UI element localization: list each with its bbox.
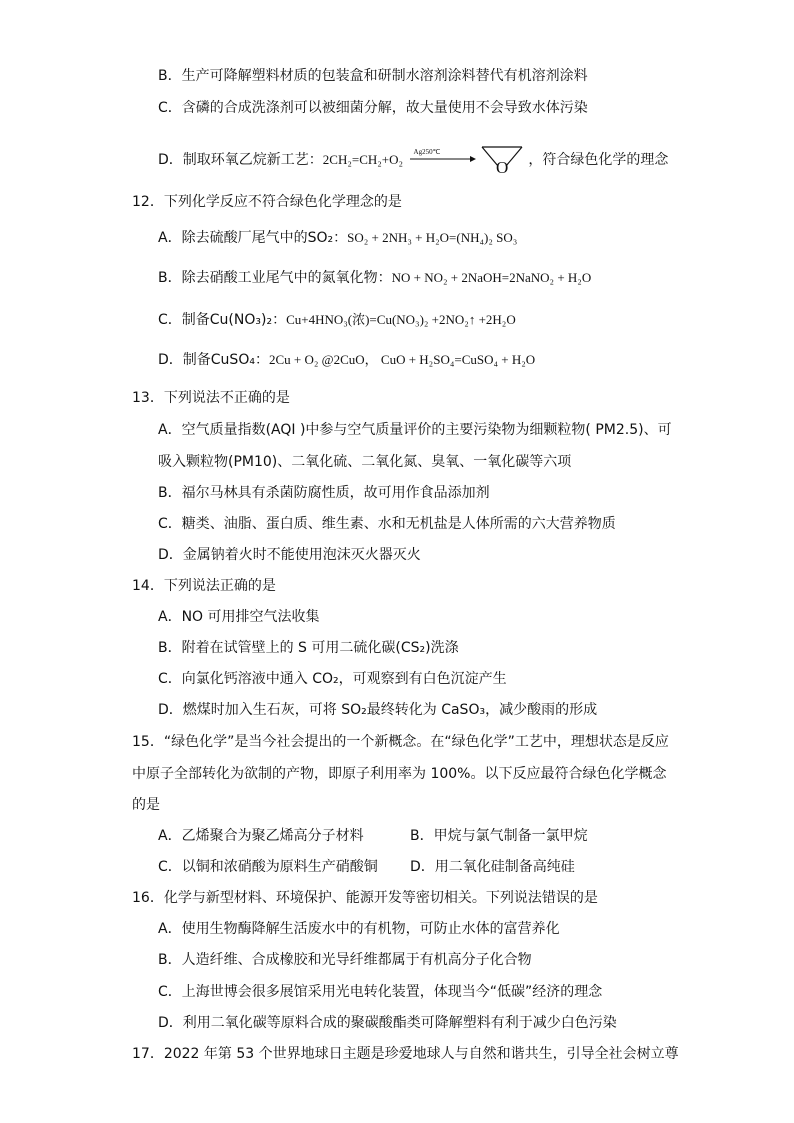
q16-option-c: C．上海世博会很多展馆采用光电转化装置，体现当今“低碳”经济的理念: [158, 984, 603, 1000]
q16-option-a: A．使用生物酶降解生活废水中的有机物，可防止水体的富营养化: [158, 921, 560, 937]
q13-option-b: B．福尔马林具有杀菌防腐性质，故可用作食品添加剂: [158, 485, 490, 501]
reaction-arrow-icon: [408, 148, 476, 166]
q15-option-a: A．乙烯聚合为聚乙烯高分子材料: [158, 828, 364, 844]
q11-option-d-equation: 2CH₂=CH₂+O₂: [322, 152, 404, 167]
q14-option-a: A．NO 可用排空气法收集: [158, 609, 320, 625]
q12-option-a-equation: SO₂ + 2NH₃ + H₂O=(NH₄)₂ SO₃: [347, 230, 518, 245]
q13-option-a-line2: 吸入颗粒物(PM10)、二氧化硫、二氧化氮、臭氧、一氧化碳等六项: [158, 454, 572, 470]
reaction-condition: Ag250℃: [413, 148, 441, 156]
q16-stem: 16．化学与新型材料、环境保护、能源开发等密切相关。下列说法错误的是: [132, 890, 598, 906]
q12-option-b-prefix: B．除去硝酸工业尾气中的氮氧化物：: [158, 270, 392, 286]
q15-stem-line1: 15．“绿色化学”是当今社会提出的一个新概念。在“绿色化学”工艺中，理想状态是反应: [132, 734, 669, 750]
q12-option-b: [158, 268, 591, 288]
q13-option-d: D．金属钠着火时不能使用泡沫灭火器灭火: [158, 547, 421, 563]
q11-option-c: C．含磷的合成洗涤剂可以被细菌分解，故大量使用不会导致水体污染: [158, 100, 588, 116]
q12-option-d: [158, 350, 535, 370]
q14-option-b: B．附着在试管壁上的 S 可用二硫化碳(CS₂)洗涤: [158, 640, 459, 656]
q12-option-c-prefix: C．制备Cu(NO₃)₂：: [158, 312, 287, 328]
q17-stem-line1: 17．2022 年第 53 个世界地球日主题是珍爱地球人与自然和谐共生，引导全社会树立尊: [132, 1046, 679, 1062]
q16-option-d: D．利用二氧化碳等原料合成的聚碳酸酯类可降解塑料有利于减少白色污染: [158, 1015, 617, 1031]
q11-option-b: B．生产可降解塑料材质的包装盒和研制水溶剂涂料替代有机溶剂涂料: [158, 68, 588, 84]
q14-stem: 14．下列说法正确的是: [132, 578, 276, 594]
q15-stem-line3: 的是: [132, 797, 160, 813]
q12-option-a: [158, 228, 517, 248]
q12-option-a-prefix: A．除去硫酸厂尾气中的SO₂：: [158, 230, 348, 246]
q13-option-c: C．糖类、油脂、蛋白质、维生素、水和无机盐是人体所需的六大营养物质: [158, 516, 616, 532]
q15-option-b: B．甲烷与氯气制备一氯甲烷: [410, 828, 588, 844]
q12-stem: 12．下列化学反应不符合绿色化学理念的是: [132, 194, 402, 210]
q15-option-c: C．以铜和浓硝酸为原料生产硝酸铜: [158, 859, 378, 875]
q13-option-a-line1: A．空气质量指数(AQI )中参与空气质量评价的主要污染物为细颗粒物( PM2.5)、可: [158, 422, 672, 438]
q12-option-d-equation: 2Cu + O₂ @2CuO， CuO + H₂SO₄=CuSO₄ + H₂O: [268, 352, 536, 367]
epoxide-ring-icon: [480, 144, 524, 178]
q14-option-d: D．燃煤时加入生石灰，可将 SO₂最终转化为 CaSO₃，减少酸雨的形成: [158, 702, 598, 718]
q16-option-b: B．人造纤维、合成橡胶和光导纤维都属于有机高分子化合物: [158, 952, 532, 968]
q11-option-d-suffix: ，符合绿色化学的理念: [528, 152, 669, 168]
epoxide-oxygen-label: O: [495, 158, 509, 177]
q12-option-c: [158, 310, 516, 330]
q15-option-d: D．用二氧化硅制备高纯硅: [410, 859, 575, 875]
q11-option-d-prefix: D．制取环氧乙烷新工艺：: [158, 152, 323, 168]
q12-option-c-equation: Cu+4HNO₃(浓)=Cu(NO₃)₂ +2NO₂↑ +2H₂O: [286, 312, 516, 327]
q15-stem-line2: 中原子全部转化为欲制的产物，即原子利用率为 100%。以下反应最符合绿色化学概念: [132, 766, 667, 782]
q13-stem: 13．下列说法不正确的是: [132, 390, 290, 406]
q12-option-d-prefix: D．制备CuSO₄：: [158, 352, 269, 368]
q14-option-c: C．向氯化钙溶液中通入 CO₂，可观察到有白色沉淀产生: [158, 671, 507, 687]
q12-option-b-equation: NO + NO₂ + 2NaOH=2NaNO₂ + H₂O: [391, 270, 592, 285]
q11-option-d: [158, 144, 668, 178]
